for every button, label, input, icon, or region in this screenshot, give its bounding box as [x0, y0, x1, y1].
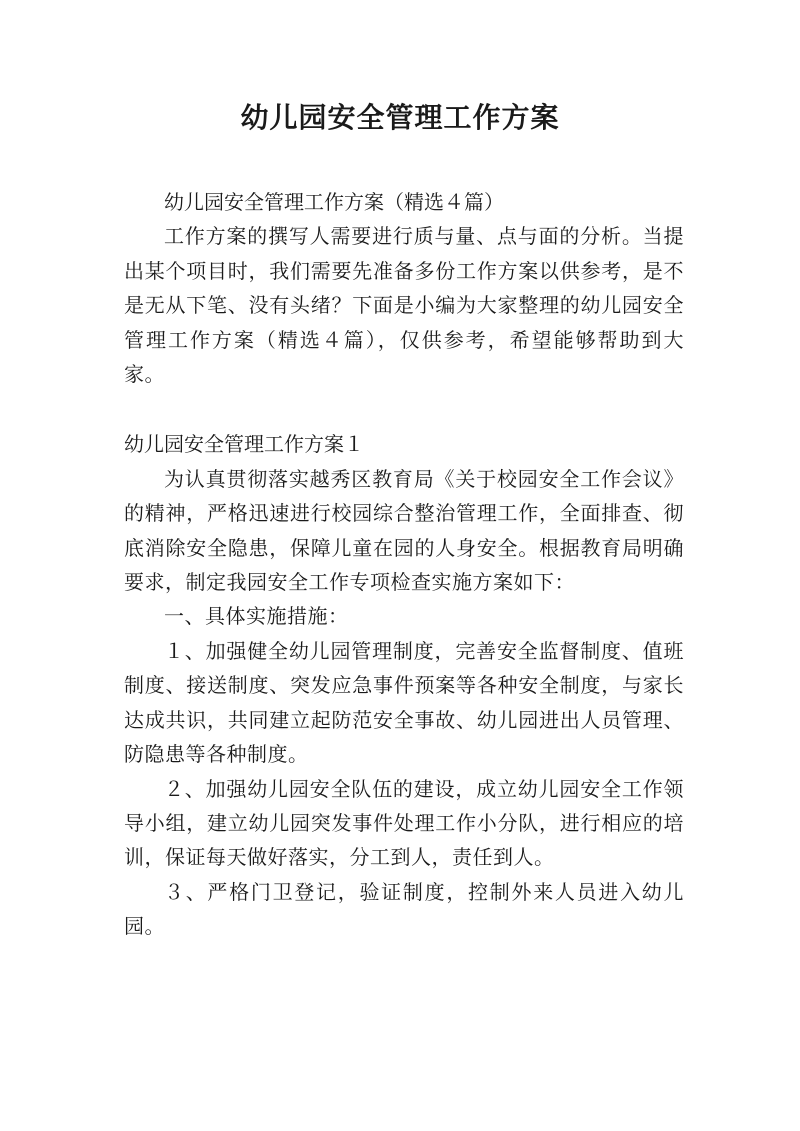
- section-spacer: [124, 391, 684, 427]
- list-item: ３、严格门卫登记，验证制度，控制外来人员进入幼儿园。: [124, 879, 684, 939]
- list-item: ２、加强幼儿园安全队伍的建设，成立幼儿园安全工作领导小组，建立幼儿园突发事件处理工作小分队，进行相应的培训，保证每天做好落实，分工到人，责任到人。: [124, 776, 684, 870]
- body-paragraph: 为认真贯彻落实越秀区教育局《关于校园安全工作会议》的精神，严格迅速进行校园综合整治管理工作，全面排查、彻底消除安全隐患，保障儿童在园的人身安全。根据教育局明确要求，制定我园安全工作专项检查实施方案如下：: [124, 466, 684, 595]
- document-body: [124, 185, 684, 944]
- document-subtitle: 幼儿园安全管理工作方案（精选４篇）: [164, 190, 504, 214]
- intro-paragraph: 工作方案的撰写人需要进行质与量、点与面的分析。当提出某个项目时，我们需要先准备多份工作方案以供参考，是不是无从下笔、没有头绪？下面是小编为大家整理的幼儿园安全管理工作方案（精选４篇），仅供参考，希望能够帮助到大家。: [124, 224, 684, 387]
- section-heading: 幼儿园安全管理工作方案１: [124, 432, 364, 457]
- document-title: 幼儿园安全管理工作方案: [240, 101, 560, 134]
- list-item: １、加强健全幼儿园管理制度，完善安全监督制度、值班制度、接送制度、突发应急事件预案等各种安全制度，与家长达成共识，共同建立起防范安全事故、幼儿园进出人员管理、防隐患等各种制度。: [124, 638, 684, 767]
- subsection-heading: 一、具体实施措施：: [164, 604, 349, 629]
